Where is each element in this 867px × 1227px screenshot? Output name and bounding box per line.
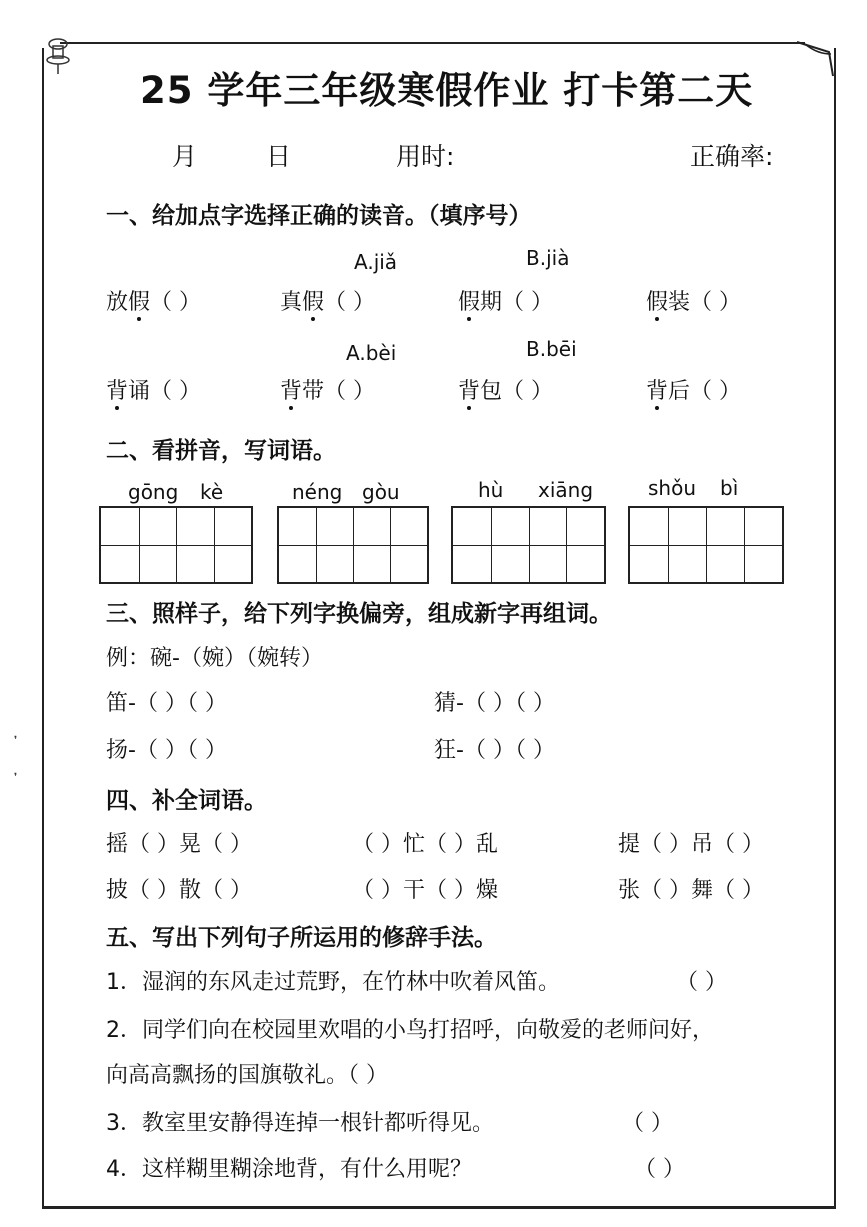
idiom-item[interactable]: （ ）干（ ）燥 [352, 878, 498, 903]
answer-blank[interactable]: （ ）（ ） [463, 738, 555, 763]
sentence-question: 1．湿润的东风走过荒野，在竹林中吹着风笛。 [106, 970, 560, 995]
pinyin: xiāng [538, 478, 594, 502]
pinyin-option-b: B.bēi [526, 337, 577, 361]
answer-blank[interactable]: （ ） [676, 970, 727, 995]
sentence-question: 4．这样糊里糊涂地背，有什么用呢？ [106, 1157, 472, 1182]
question-item: 背包（ ） [458, 374, 553, 405]
accuracy-label: 正确率: [690, 142, 774, 171]
writing-grid[interactable] [277, 506, 429, 584]
pinyin-option-a: A.jiǎ [354, 250, 398, 274]
answer-blank[interactable]: （ ） [690, 379, 742, 404]
writing-grid[interactable] [451, 506, 606, 584]
margin-mark: ❜ [14, 735, 18, 746]
sentence-question: 2．同学们向在校园里欢唱的小鸟打招呼，向敬爱的老师问好， [106, 1018, 714, 1043]
question-item: 笛-（ ）（ ） [106, 691, 227, 716]
pinyin: hù [478, 478, 504, 502]
paper-top-edge [60, 42, 805, 44]
question-item: 放假（ ） [106, 285, 201, 316]
answer-blank[interactable]: （ ） [324, 290, 376, 315]
answer-blank[interactable]: （ ）（ ） [135, 691, 227, 716]
time-used-label: 用时: [396, 142, 455, 171]
section3-heading: 三、照样子，给下列字换偏旁，组成新字再组词。 [106, 601, 612, 627]
section1-heading: 一、给加点字选择正确的读音。（填序号） [106, 203, 532, 229]
answer-blank[interactable]: （ ） [150, 290, 202, 315]
page-curl-icon [795, 40, 835, 80]
month-label: 月 [172, 142, 198, 171]
pinyin-option-b: B.jià [526, 246, 570, 270]
writing-grid[interactable] [628, 506, 784, 584]
answer-blank[interactable]: （ ） [324, 379, 376, 404]
writing-grid[interactable] [99, 506, 253, 584]
pinyin-option-a: A.bèi [346, 341, 397, 365]
question-item: 狂-（ ）（ ） [434, 738, 555, 763]
question-item: 背诵（ ） [106, 374, 201, 405]
question-item: 假期（ ） [458, 285, 553, 316]
idiom-item[interactable]: 张（ ）舞（ ） [618, 878, 764, 903]
answer-blank[interactable]: （ ） [690, 290, 742, 315]
margin-mark: ❜ [14, 772, 18, 783]
answer-blank[interactable]: （ ）（ ） [463, 691, 555, 716]
question-item: 猜-（ ）（ ） [434, 691, 555, 716]
question-item: 真假（ ） [280, 285, 375, 316]
answer-blank[interactable]: （ ）（ ） [135, 738, 227, 763]
idiom-item[interactable]: 摇（ ）晃（ ） [106, 832, 252, 857]
section4-heading: 四、补全词语。 [106, 788, 267, 814]
pinyin: shǒu [648, 476, 697, 500]
sentence-question[interactable]: 向高高飘扬的国旗敬礼。（ ） [106, 1063, 388, 1088]
question-item: 扬-（ ）（ ） [106, 738, 227, 763]
pinyin: néng [292, 480, 343, 504]
question-item: 背带（ ） [280, 374, 375, 405]
question-item: 假装（ ） [646, 285, 741, 316]
page-title: 25 学年三年级寒假作业 打卡第二天 [140, 69, 754, 112]
answer-blank[interactable]: （ ） [634, 1157, 685, 1182]
example-line: 例：碗-（婉）（婉转） [106, 646, 323, 671]
idiom-item[interactable]: 提（ ）吊（ ） [618, 832, 764, 857]
answer-blank[interactable]: （ ） [502, 379, 554, 404]
answer-blank[interactable]: （ ） [502, 290, 554, 315]
day-label: 日 [266, 142, 292, 171]
pinyin: kè [200, 480, 224, 504]
sentence-question: 3．教室里安静得连掉一根针都听得见。 [106, 1111, 494, 1136]
pinyin: bì [720, 476, 739, 500]
idiom-item[interactable]: 披（ ）散（ ） [106, 878, 252, 903]
pushpin-icon [44, 36, 72, 76]
pinyin: gòu [362, 480, 400, 504]
idiom-item[interactable]: （ ）忙（ ）乱 [352, 832, 498, 857]
question-item: 背后（ ） [646, 374, 741, 405]
section5-heading: 五、写出下列句子所运用的修辞手法。 [106, 925, 497, 951]
answer-blank[interactable]: （ ） [150, 379, 202, 404]
answer-blank[interactable]: （ ） [622, 1111, 673, 1136]
section2-heading: 二、看拼音，写词语。 [106, 438, 336, 464]
pinyin: gōng [128, 480, 179, 504]
